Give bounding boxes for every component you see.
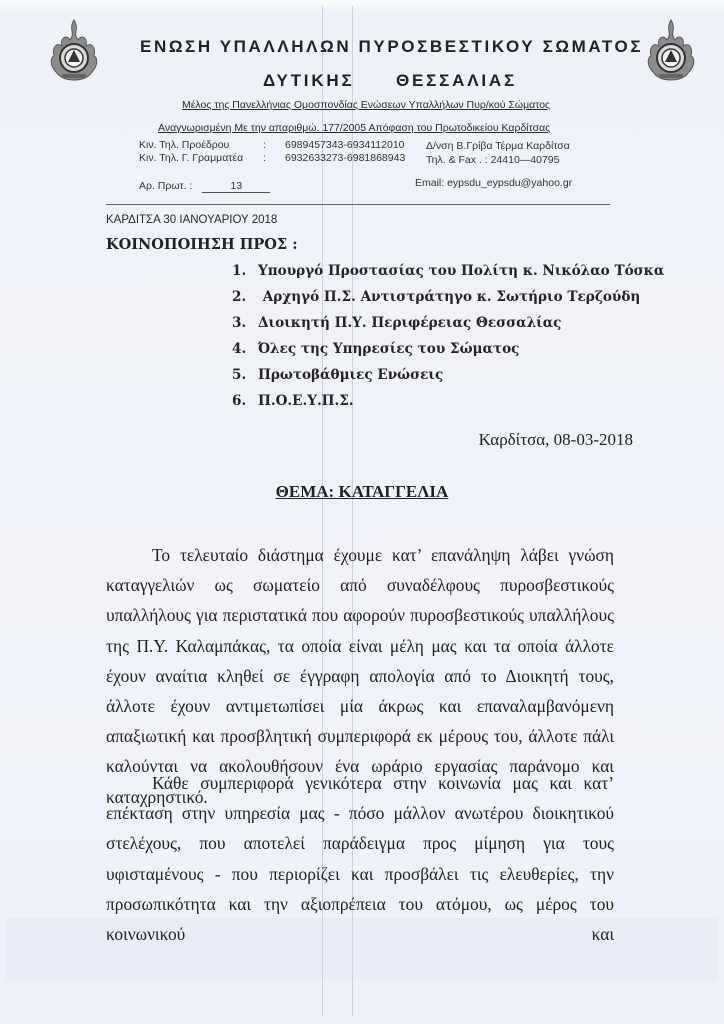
recipient-item: 4. Όλες της Υπηρεσίες του Σώματος [232,341,520,357]
email: Email: eypsdu_eypsdu@yahoo.gr [415,177,573,189]
region-title-left: ΔΥΤΙΚΗΣ [263,71,355,90]
protocol-number-row [139,176,270,194]
header-divider [106,204,610,205]
protocol-label: Αρ. Πρωτ. : [139,180,193,192]
fire-service-emblem-icon [46,18,102,84]
cc-heading: ΚΟΙΝΟΠΟΙΗΣΗ ΠΡΟΣ : [106,236,298,253]
membership-line: Μέλος της Πανελλήνιας Ομοσπονδίας Ενώσεων Υπαλλήλων Πυρ/κού Σώματος [182,99,551,111]
president-phone-numbers: 6989457343-6934112010 [285,139,405,151]
secretary-phone-separator: : [263,152,266,164]
president-phone-label: Κιν. Τηλ. Προέδρου [139,139,230,151]
caps-date: ΚΑΡΔΙΤΣΑ 30 ΙΑΝΟΥΑΡΙΟΥ 2018 [106,214,278,226]
recognition-line: Αναγνωρισμένη Με την απαριθμώ. 177/2005 Απόφαση του Πρωτοδικείου Καρδίτσας [158,122,551,134]
tel-fax: Τηλ. & Fax . : 24410—40795 [426,154,560,166]
body-paragraph: Το τελευταίο διάστημα έχουμε κατ’ επανάληψη λάβει γνώση καταγγελιών ως σωματείο από συναδέλφους πυροσβεστικούς υπαλλήλους για περιστατικά που αφορούν πυροσβεστικούς υπαλλήλους της Π.Υ. Καλαμπάκας, τα οποία είναι μέλη μας και τα οποία άλλοτε έχουν αναίτια κληθεί σε έγγραφη απολογία από το Διοικητή τους, άλλοτε έχουν αντιμετωπίσει μία άκρως και επαναλαμβανόμενη απαξιωτική και προσβλητική συμπεριφορά εκ μέρους του, άλλοτε πάλι καλούνται να ακολουθήσουν ένα ωράριο εργασίας παράνομο και καταχρηστικό. [106,545,614,807]
recipient-item: 1. Υπουργό Προστασίας του Πολίτη κ. Νικόλαο Τόσκα [232,263,665,279]
president-phone-separator: : [263,139,266,151]
secretary-phone-label: Κιν. Τηλ. Γ. Γραμματέα [139,152,244,164]
region-title-right: ΘΕΣΣΑΛΙΑΣ [396,71,517,90]
recipients-list [232,263,664,419]
recipient-item: 2. Αρχηγό Π.Σ. Αντιστράτηγο κ. Σωτήριο Τερζούδη [232,289,641,305]
secretary-phone-numbers: 6932633273-6981868943 [285,152,406,164]
subject-heading: ΘΕΜΑ: ΚΑΤΑΓΓΕΛΙΑ [275,482,449,501]
protocol-number: 13 [202,181,270,193]
organization-title: ΕΝΩΣΗ ΥΠΑΛΛΗΛΩΝ ΠΥΡΟΣΒΕΣΤΙΚΟΥ ΣΩΜΑΤΟΣ [140,37,644,56]
place-date: Καρδίτσα, 08-03-2018 [478,430,633,449]
recipient-item: 3. Διοικητή Π.Υ. Περιφέρειας Θεσσαλίας [232,315,562,331]
body-paragraph: Κάθε συμπεριφορά γενικότερα στην κοινωνία μας και κατ’ επέκταση στην υπηρεσία μας - πόσο μάλλον ανωτέρου διοικητικού στελέχους, που αποτελεί παράδειγμα προς μίμηση για τους υφισταμένους - που περιορίζει και προσβάλει τις ελευθερίες, την προσωπικότητα και την αξιοπρέπεια του ατόμου, ως μέρος του κοινωνικού και [106,773,614,945]
address: Δ/νση Β.Γρίβα Τέρμα Καρδίτσα [426,140,570,152]
recipient-item: 5. Πρωτοβάθμιες Ενώσεις [232,367,444,383]
recipient-item: 6. Π.Ο.Ε.Υ.Π.Σ. [232,393,354,409]
fire-service-emblem-icon [643,18,699,84]
